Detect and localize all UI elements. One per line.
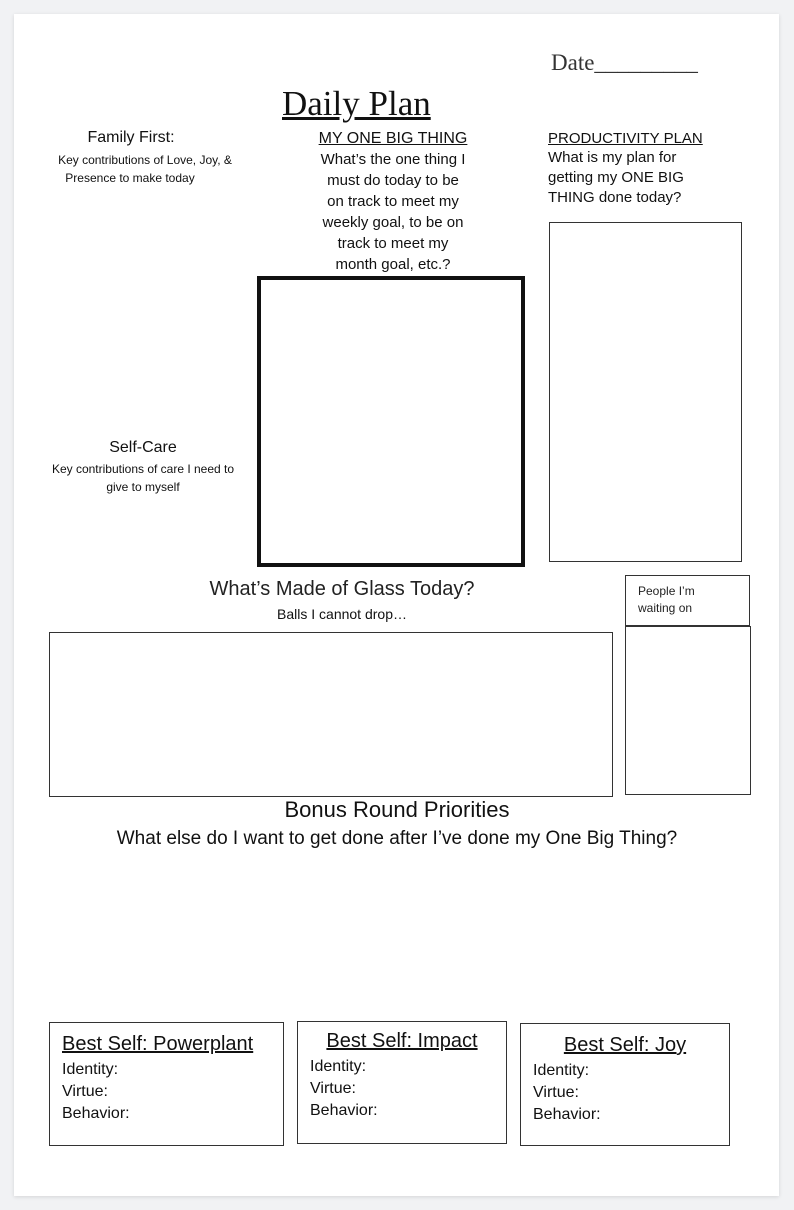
bonus-subtitle: What else do I want to get done after I’ve done my One Big Thing? <box>116 828 678 849</box>
prompt-line: must do today to be <box>327 172 459 189</box>
identity-label: Identity: <box>310 1058 367 1075</box>
page-title: Daily Plan <box>282 84 431 123</box>
behavior-label: Behavior: <box>62 1105 130 1122</box>
one-big-thing-box[interactable] <box>257 276 525 567</box>
date-field[interactable]: Date_________ <box>551 50 698 75</box>
subtitle-line: Presence to make today <box>65 171 195 185</box>
virtue-label: Virtue: <box>310 1080 356 1097</box>
waiting-on-line: People I’m <box>638 584 695 598</box>
glass-heading: What’s Made of Glass Today? <box>209 578 475 600</box>
prompt-line: What is my plan for <box>548 149 677 166</box>
best-self-title: Best Self: Powerplant <box>62 1033 254 1055</box>
prompt-line: on track to meet my <box>327 193 459 210</box>
best-self-title: Best Self: Impact <box>326 1030 478 1052</box>
prompt-line: weekly goal, to be on <box>322 214 464 231</box>
one-big-thing-heading: MY ONE BIG THING <box>318 130 468 147</box>
best-self-title: Best Self: Joy <box>563 1034 687 1056</box>
glass-subtitle: Balls I cannot drop… <box>277 606 407 622</box>
subtitle-line: Key contributions of Love, Joy, & <box>58 153 232 167</box>
best-self-impact-box[interactable] <box>297 1021 507 1144</box>
behavior-label: Behavior: <box>310 1102 378 1119</box>
bonus-heading: Bonus Round Priorities <box>284 797 510 822</box>
prompt-line: getting my ONE BIG <box>548 169 684 186</box>
family-first-heading: Family First: <box>87 129 175 146</box>
waiting-on-line: waiting on <box>638 601 693 615</box>
virtue-label: Virtue: <box>533 1084 579 1101</box>
productivity-plan-heading: PRODUCTIVITY PLAN <box>548 130 703 147</box>
behavior-label: Behavior: <box>533 1106 601 1123</box>
productivity-plan-box[interactable] <box>549 222 742 562</box>
glass-box[interactable] <box>49 632 613 797</box>
prompt-line: What’s the one thing I <box>320 151 466 168</box>
identity-label: Identity: <box>62 1061 119 1078</box>
one-big-thing-prompt <box>293 149 493 275</box>
family-first-subtitle <box>30 151 260 187</box>
self-care-subtitle <box>30 460 256 496</box>
best-self-joy-box[interactable] <box>520 1023 730 1146</box>
identity-label: Identity: <box>533 1062 590 1079</box>
prompt-line: month goal, etc.? <box>335 256 451 273</box>
virtue-label: Virtue: <box>62 1083 108 1100</box>
productivity-plan-prompt <box>548 148 684 208</box>
self-care-heading: Self-Care <box>109 439 177 456</box>
subtitle-line: Key contributions of care I need to <box>51 462 235 476</box>
waiting-on-box[interactable] <box>625 626 751 795</box>
prompt-line: track to meet my <box>337 235 449 252</box>
waiting-on-label-box <box>625 575 750 626</box>
best-self-powerplant-box[interactable] <box>49 1022 284 1146</box>
prompt-line: THING done today? <box>548 189 682 206</box>
subtitle-line: give to myself <box>106 480 180 494</box>
